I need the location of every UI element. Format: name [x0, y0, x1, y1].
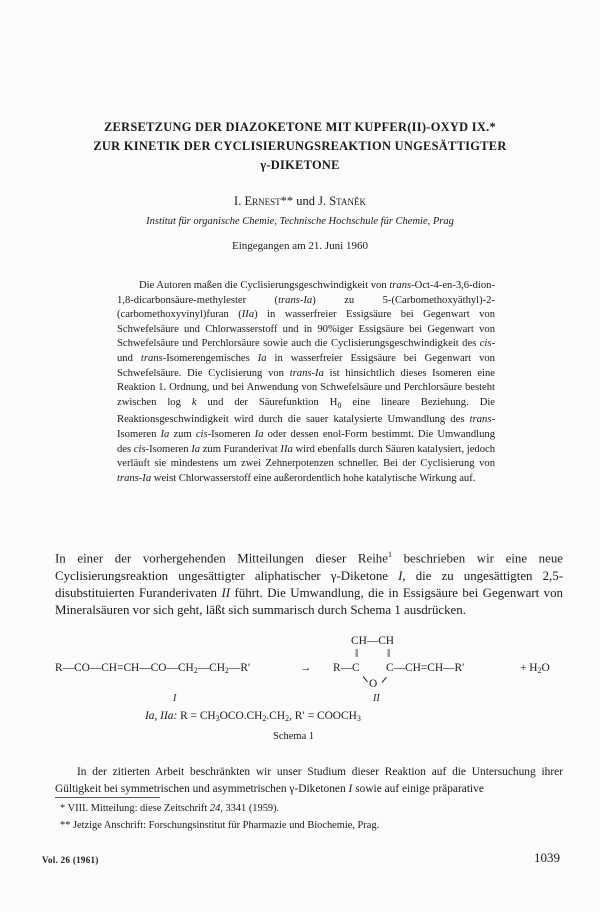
title-line-2: ZUR KINETIK DER CYCLISIERUNGSREAKTION UNGESÄTTIGTER	[93, 139, 507, 153]
water-product: + H2O	[520, 662, 550, 675]
author1-footnote-mark: **	[280, 194, 294, 208]
footnote-2: ** Jetzige Anschrift: Forschungsinstitut für Pharmazie und Biochemie, Prag.	[60, 820, 380, 831]
author1-initial: I.	[234, 194, 242, 208]
reaction-arrow: →	[300, 662, 312, 674]
furan-ring-top: CH—CH	[351, 635, 395, 647]
furan-side-chain: C—CH=CH—R′	[386, 662, 465, 674]
journal-volume: Vol. 26 (1961)	[42, 855, 99, 865]
institute: Institut für organische Chemie, Technische Hochschule für Chemie, Prag	[146, 216, 454, 227]
article-title	[40, 118, 560, 175]
title-line-3: γ-DIKETONE	[260, 158, 340, 172]
body-paragraph-1: In einer der vorhergehenden Mitteilungen dieser Reihe$^1$ beschrieben wir eine neue Cyclisierungsreaktion ungesättigter aliphatischer γ-Diketone I, die zu ungesättigten 2,5-disubstituierten Furanderivaten II führt. Die Umwandlung, die in Essigsäure bei Gegenwart von Mineralsäuren vor sich geht, läßt sich summarisch durch Schema 1 ausdrücken.	[55, 550, 563, 618]
author-conjunction: und	[296, 194, 315, 208]
footnote-divider	[55, 797, 160, 798]
ring-bond-left	[363, 676, 368, 682]
received-date: Eingegangen am 21. Juni 1960	[232, 240, 368, 252]
author2-initial: J.	[318, 194, 327, 208]
ring-bond-right	[382, 677, 387, 683]
footnote-1: * VIII. Mitteilung: diese Zeitschrift 24, 3341 (1959).	[60, 803, 280, 814]
label-I: I	[173, 693, 177, 704]
furan-r-carbon: R—C	[333, 662, 360, 674]
scheme-caption: Schema 1	[273, 731, 315, 742]
title-line-1: ZERSETZUNG DER DIAZOKETONE MIT KUPFER(II)-OXYD IX.*	[103, 120, 497, 134]
reactant-formula: R—CO—CH=CH—CO—CH2—CH2—R′	[55, 662, 251, 675]
page-number: 1039	[534, 850, 560, 865]
reaction-scheme	[55, 630, 565, 755]
furan-double-bond-right: ‖	[387, 648, 391, 660]
footnote-ref-1: 1	[387, 550, 392, 559]
furan-oxygen: O	[369, 678, 378, 690]
authors	[40, 194, 560, 209]
author1-name: Ernest	[244, 194, 281, 208]
author2-name: Staněk	[329, 194, 366, 208]
body-paragraph-2: In der zitierten Arbeit beschränkten wir unser Studium dieser Reaktion auf die Untersuchung ihrer Gültigkeit bei symmetrischen und asymmetrischen γ-Diketonen I sowie auf einige präparative	[55, 766, 563, 795]
furan-double-bond-left: ‖	[355, 648, 359, 660]
label-II: II	[373, 693, 380, 704]
abstract: Die Autoren maßen die Cyclisierungsgeschwindigkeit von trans-Oct-4-en-3,6-dion-1,8-dicarbonsäure-methylester (trans-Ia) zu 5-(Carbomethoxyäthyl)-2-(carbomethoxyvinyl)furan (IIa) in wasserfreier Essigsäure bei Gegenwart von Schwefelsäure und Chlorwasserstoff und in 90%iger Essigsäure bei Gegenwart von Schwefelsäure und Perchlorsäure sowie auch die Cyclisierungsgeschwindigkeit des cis- und trans-Isomerengemisches Ia in wasserfreier Essigsäure bei Gegenwart von Schwefelsäure. Die Cyclisierung von trans-Ia ist hinsichtlich dieses Isomeren eine Reaktion 1. Ordnung, und bei Anwendung von Schwefelsäure und Perchlorsäure besteht zwischen log k und der Säurefunktion $H_0$ eine lineare Beziehung. Die Reaktionsgeschwindigkeit wird durch die sauer katalysierte Umwandlung des trans-Isomeren Ia zum cis-Isomeren Ia oder dessen enol-Form bestimmt. Die Umwandlung des cis-Isomeren Ia zum Furanderivat IIa wird ebenfalls durch Säuren katalysiert, jedoch verläuft sie mindestens um zwei Zehnerpotenzen schneller. Bei der Cyclisierung von trans-Ia weist Chlorwasserstoff eine außerordentlich hohe katalytische Wirkung auf.	[117, 280, 496, 484]
scheme-definition: Ia, IIa: R = CH3OCO.CH2.CH2, R′ = COOCH3	[145, 710, 361, 723]
